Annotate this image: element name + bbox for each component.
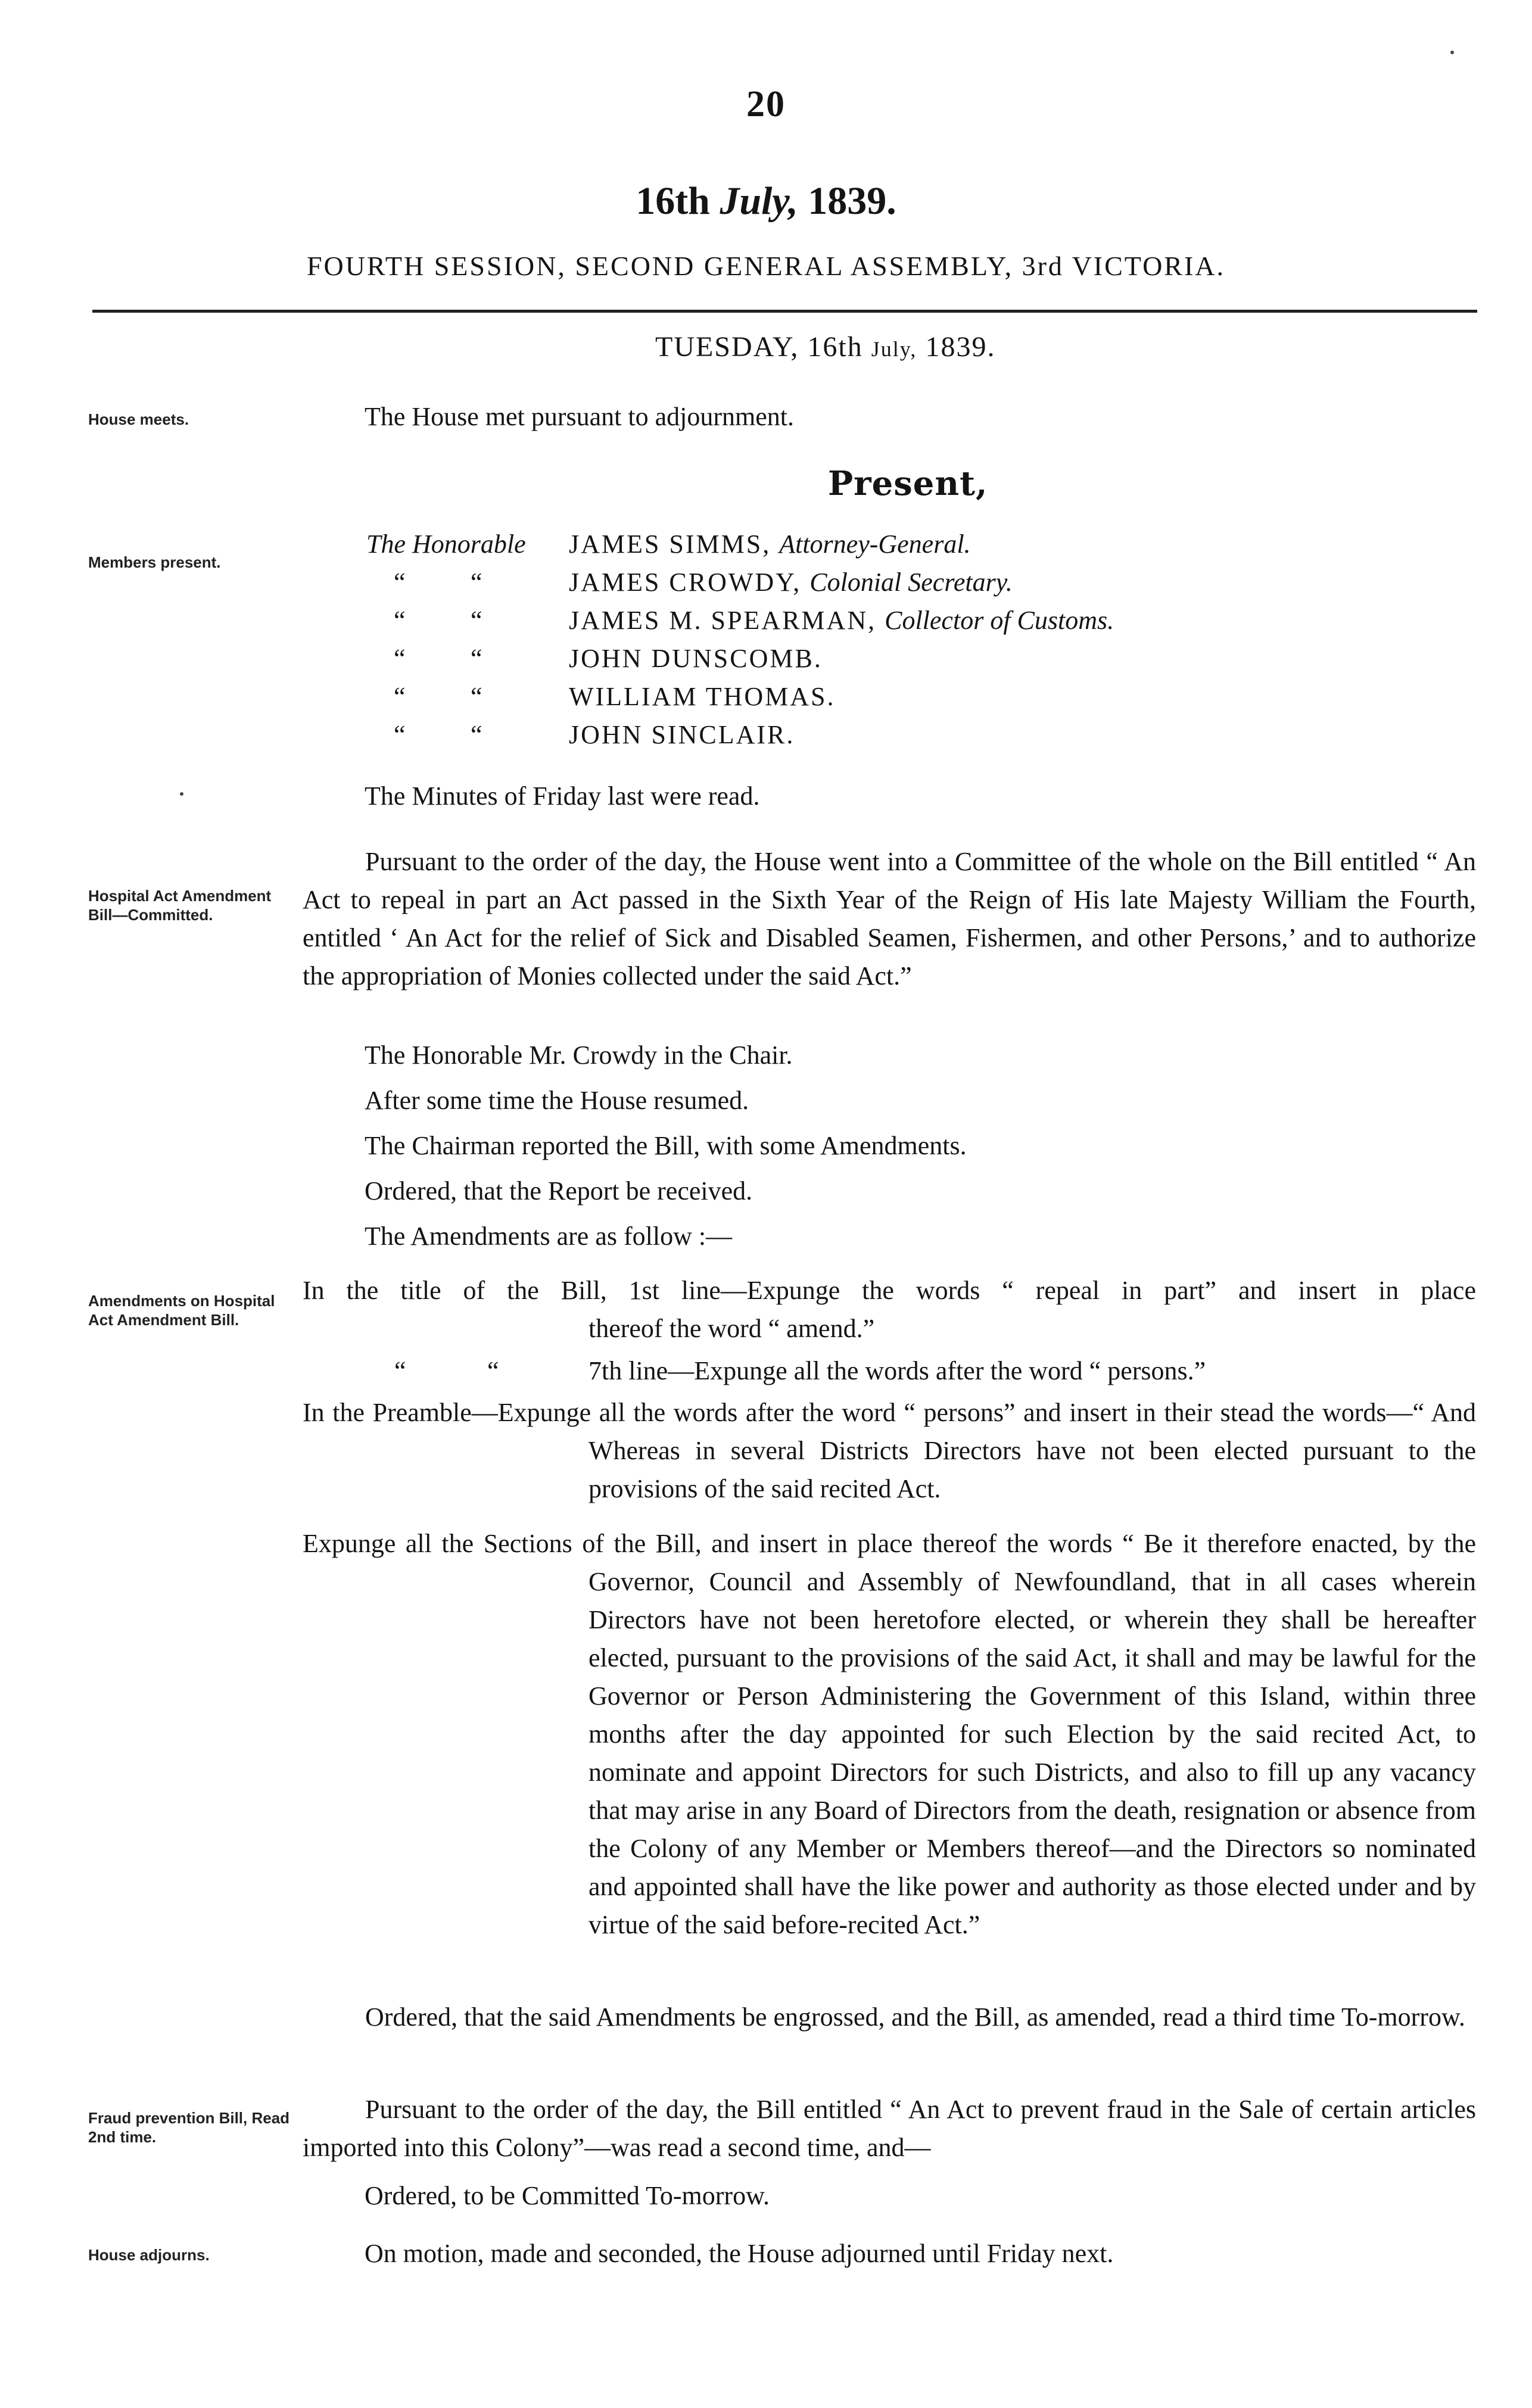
amendment-sections: Expunge all the Sections of the Bill, and insert in place thereof the words “ Be it therefore enacted, by the Governor, Council and Assembly of Newfoundland, that in all cases wherein Directors have not been heretofore elected, or wherein they shall be hereafter elected, pursuant to the provisions of the said Act, it shall and may be lawful for the Governor or Person Administering the Government of this Island, within three months after the day appointed for such Election by the said recited Act, to nominate and appoint Directors for such Districts, and also to fill up any vacancy that may arise in any Board of Directors from the death, resignation or absence from the Colony of any Member or Members thereof—and the Directors so nominated and appointed shall have the like power and authority as those elected under and by virtue of the said before-recited Act.” (303, 1529, 1476, 1939)
heading-rule (92, 310, 1477, 313)
day-date: 16th (807, 331, 863, 363)
date-month: July, (720, 179, 798, 223)
present-heading: Present, (828, 464, 988, 503)
chair-text: The Honorable Mr. Crowdy in the Chair. (365, 1041, 793, 1070)
house-met-text: The House met pursuant to adjournment. (365, 402, 794, 431)
ditto-mark: “ (394, 1356, 406, 1385)
member-name: JAMES CROWDY, Colonial Secretary. (569, 568, 1013, 597)
resumed-text: After some time the House resumed. (365, 1086, 749, 1115)
date-year: 1839. (808, 179, 896, 223)
margin-note-house-adjourns: House adjourns. (88, 2246, 210, 2264)
ditto-mark: “ (394, 720, 406, 749)
margin-note-hospital-committed: Hospital Act Amendment Bill—Committed. (88, 887, 272, 924)
minutes-read-text: The Minutes of Friday last were read. (365, 781, 760, 811)
day-heading (655, 331, 995, 363)
day-weekday: TUESDAY, (655, 331, 799, 363)
ditto-mark: “ (487, 1356, 499, 1385)
member-name: JAMES SIMMS, Attorney-General. (569, 529, 971, 559)
amendment-title-continuation: thereof the word “ amend.” (588, 1314, 875, 1343)
margin-note-fraud-prevention: Fraud prevention Bill, Read 2nd time. (88, 2109, 290, 2146)
stray-dot (1450, 51, 1454, 54)
reported-text: The Chairman reported the Bill, with some Amendments. (365, 1131, 967, 1160)
member-name: JAMES M. SPEARMAN, Collector of Customs. (569, 606, 1114, 635)
date-day: 16th (636, 179, 710, 223)
margin-note-amendments: Amendments on Hospital Act Amendment Bill. (88, 1292, 275, 1329)
ditto-mark: “ (394, 606, 406, 635)
page-number: 20 (746, 84, 786, 124)
adjourned-text: On motion, made and seconded, the House adjourned until Friday next. (365, 2239, 1114, 2268)
member-prefix: The Honorable (366, 529, 526, 559)
member-name: JOHN SINCLAIR. (569, 720, 795, 749)
amendment-preamble: In the Preamble—Expunge all the words after the word “ persons” and insert in their stead the words—“ And Whereas in several Districts Directors have not been elected pursuant to the provisions of the said recited Act. (303, 1398, 1476, 1503)
day-month: July, (871, 337, 917, 361)
fraud-bill-paragraph: Pursuant to the order of the day, the Bill entitled “ An Act to prevent fraud in the Sale of certain articles imported into this Colony”—was read a second time, and— (303, 2095, 1476, 2162)
ditto-mark: “ (471, 606, 482, 635)
ditto-mark: “ (471, 720, 482, 749)
member-office: Attorney-General. (779, 529, 971, 559)
engrossed-paragraph: Ordered, that the said Amendments be engrossed, and the Bill, as amended, read a third time To-morrow. (365, 2002, 1465, 2032)
amendments-follow-text: The Amendments are as follow :— (365, 1222, 733, 1251)
member-name: JOHN DUNSCOMB. (569, 644, 823, 673)
amendment-title-line: In the title of the Bill, 1st line—Expunge the words “ repeal in part” and insert in place (303, 1276, 1476, 1305)
committee-paragraph: Pursuant to the order of the day, the House went into a Committee of the whole on the Bill entitled “ An Act to repeal in part an Act passed in the Sixth Year of the Reign of His late Majesty William the Fourth, entitled ‘ An Act for the relief of Sick and Disabled Seamen, Fishermen, and other Persons,’ and to authorize the appropriation of Monies collected under the said Act.” (303, 847, 1476, 990)
committed-tomorrow-text: Ordered, to be Committed To-morrow. (365, 2181, 770, 2210)
margin-note-house-meets: House meets. (88, 410, 189, 428)
ditto-mark: “ (471, 644, 482, 673)
member-office: Colonial Secretary. (809, 568, 1013, 597)
margin-note-members-present: Members present. (88, 553, 221, 571)
member-name: WILLIAM THOMAS. (569, 682, 836, 711)
report-received-text: Ordered, that the Report be received. (365, 1176, 753, 1205)
amendment-7th-line: 7th line—Expunge all the words after the word “ persons.” (588, 1356, 1206, 1385)
ditto-mark: “ (394, 682, 406, 711)
date-heading (0, 179, 1532, 224)
ditto-mark: “ (471, 682, 482, 711)
ditto-mark: “ (394, 644, 406, 673)
session-heading: FOURTH SESSION, SECOND GENERAL ASSEMBLY, 3rd VICTORIA. (306, 251, 1226, 281)
ditto-mark: “ (394, 568, 406, 597)
stray-dot (180, 792, 183, 796)
day-year: 1839. (925, 331, 996, 363)
member-office: Collector of Customs. (885, 606, 1114, 635)
ditto-mark: “ (471, 568, 482, 597)
